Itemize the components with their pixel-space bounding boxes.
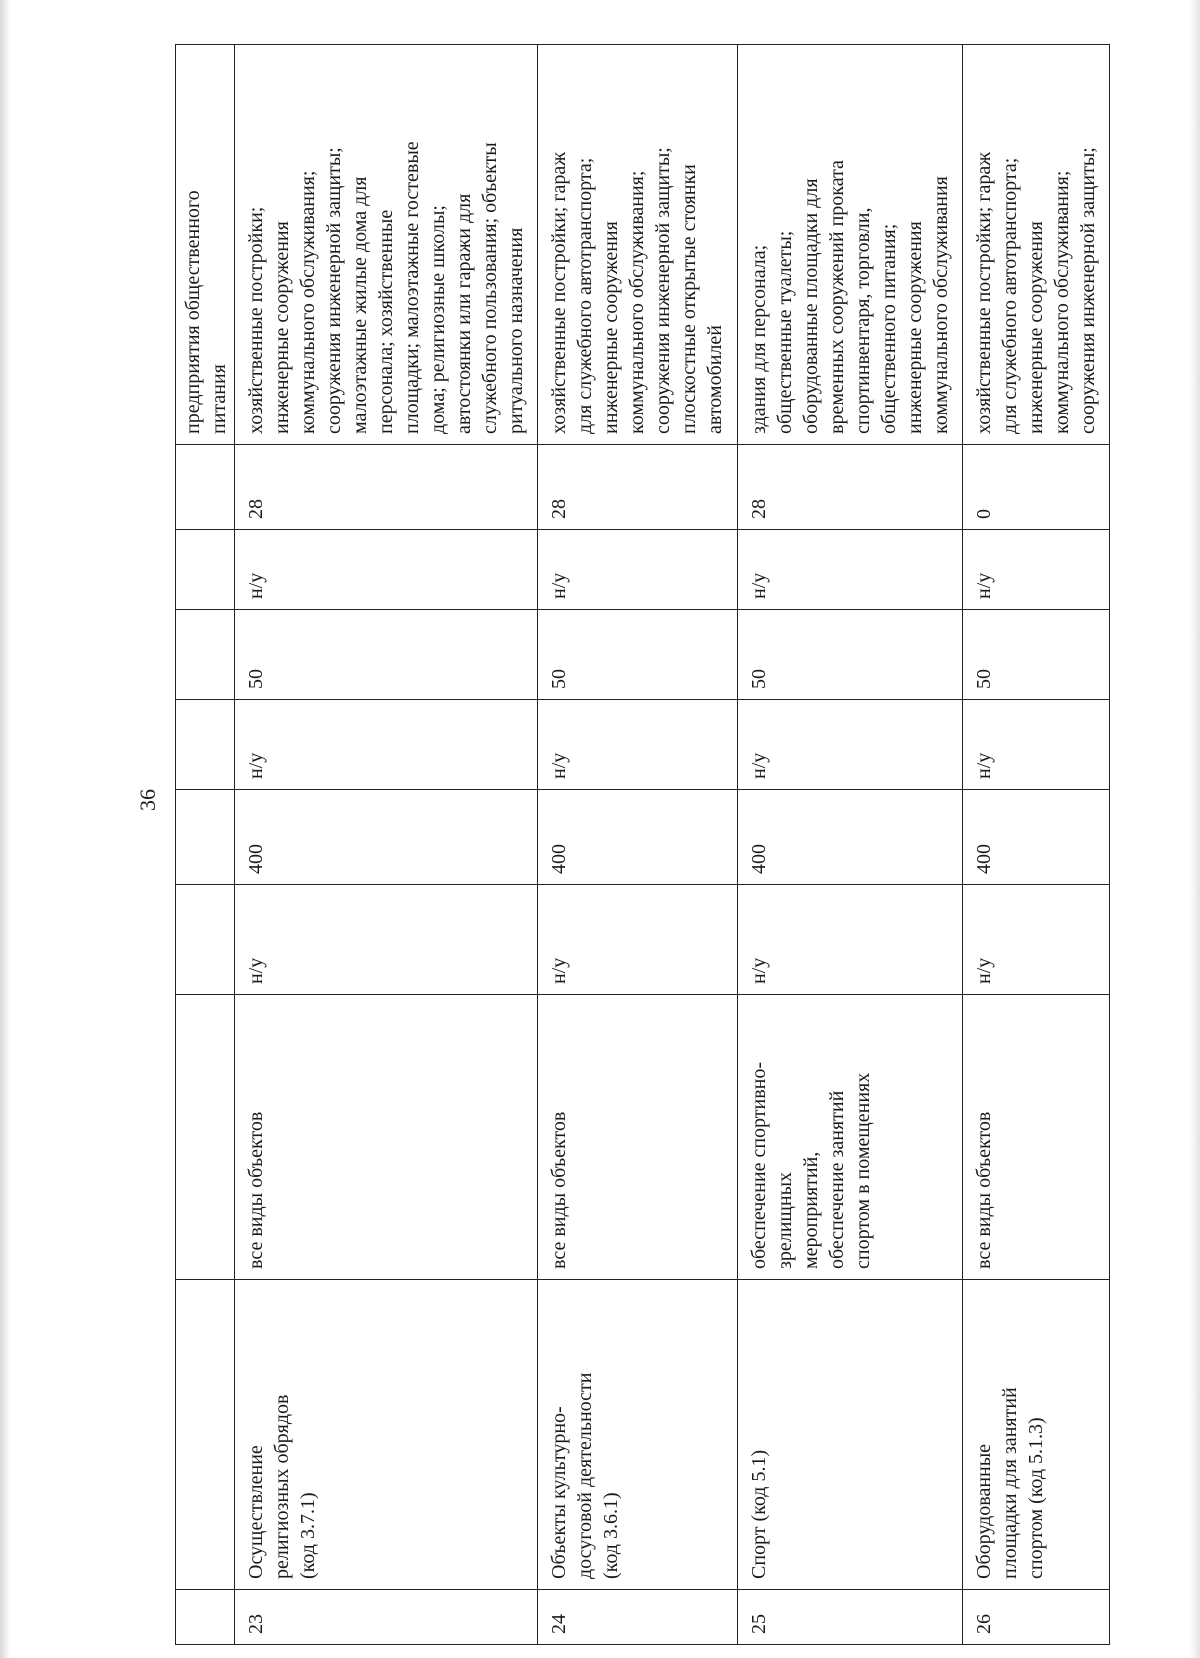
table-row [538,45,738,1645]
table-cell: 50 [538,610,738,700]
row-number: 25 [738,1590,963,1645]
auxiliary-uses: хозяйственные постройки; инженерные сооружения коммунального обслуживания; сооружения инженерной защиты; малоэтажные жилые дома для персонала; хозяйственные площадки; малоэтажные гостевые дома; религиозные школы; автостоянки или гаражи для служебного пользования; объекты ритуального назначения [235,45,538,445]
table-cell: 400 [963,790,1110,885]
table-cell: 50 [738,610,963,700]
table-cell: н/у [235,530,538,610]
row-number: 24 [538,1590,738,1645]
table-cell [176,885,235,995]
table-cell [176,995,235,1280]
table-cell [176,1590,235,1645]
table-cell [176,790,235,885]
object-types: все виды объектов [235,995,538,1280]
table-cell: 400 [738,790,963,885]
table-cell [176,530,235,610]
table-row [963,45,1110,1645]
object-types: все виды объектов [538,995,738,1280]
table-cell: н/у [963,885,1110,995]
table-cell: н/у [738,530,963,610]
scan-edge-right [1190,0,1200,1658]
table-cell: н/у [538,700,738,790]
auxiliary-uses: здания для персонала; общественные туалеты; оборудованные площадки для временных сооружений проката спортинвентаря, торговли, общественного питания; инженерные сооружения коммунального обслуживания [738,45,963,445]
table-cell [176,610,235,700]
land-use-name: Объекты культурно- досуговой деятельности (код 3.6.1) [538,1280,738,1590]
table-cell [176,445,235,530]
table-cell: 28 [538,445,738,530]
land-use-name: Спорт (код 5.1) [738,1280,963,1590]
scan-edge-left [0,0,10,1658]
row-number: 23 [235,1590,538,1645]
rotated-table-container [175,45,1099,1645]
table-cell [176,1280,235,1590]
row-number: 26 [963,1590,1110,1645]
table-cell: 0 [963,445,1110,530]
table-cell: н/у [738,700,963,790]
land-use-name: Осуществление религиозных обрядов (код 3.7.1) [235,1280,538,1590]
auxiliary-uses: хозяйственные постройки; гараж для служебного автотранспорта; инженерные сооружения коммунального обслуживания; сооружения инженерной защиты; плоскостные открытые стоянки автомобилей [538,45,738,445]
page-number: 36 [135,789,160,811]
table-header-row [176,45,235,1645]
table-cell: н/у [235,700,538,790]
table-row [738,45,963,1645]
table-cell: н/у [235,885,538,995]
table-cell: 400 [235,790,538,885]
object-types: все виды объектов [963,995,1110,1280]
table-row [235,45,538,1645]
auxiliary-uses: хозяйственные постройки; гараж для служебного автотранспорта; инженерные сооружения коммунального обслуживания; сооружения инженерной защиты; [963,45,1110,445]
table-cell: н/у [963,530,1110,610]
table-cell: н/у [538,530,738,610]
regulations-table [175,44,1110,1645]
table-cell: 28 [235,445,538,530]
table-cell: 50 [963,610,1110,700]
table-cell [176,700,235,790]
table-cell: н/у [538,885,738,995]
table-cell: предприятия общественного питания [176,45,235,445]
table-cell: 28 [738,445,963,530]
table-cell: 400 [538,790,738,885]
table-cell: н/у [738,885,963,995]
table-cell: н/у [963,700,1110,790]
land-use-name: Оборудованные площадки для занятий спортом (код 5.1.3) [963,1280,1110,1590]
object-types: обеспечение спортивно- зрелищных мероприятий, обеспечение занятий спортом в помещениях [738,995,963,1280]
table-cell: 50 [235,610,538,700]
